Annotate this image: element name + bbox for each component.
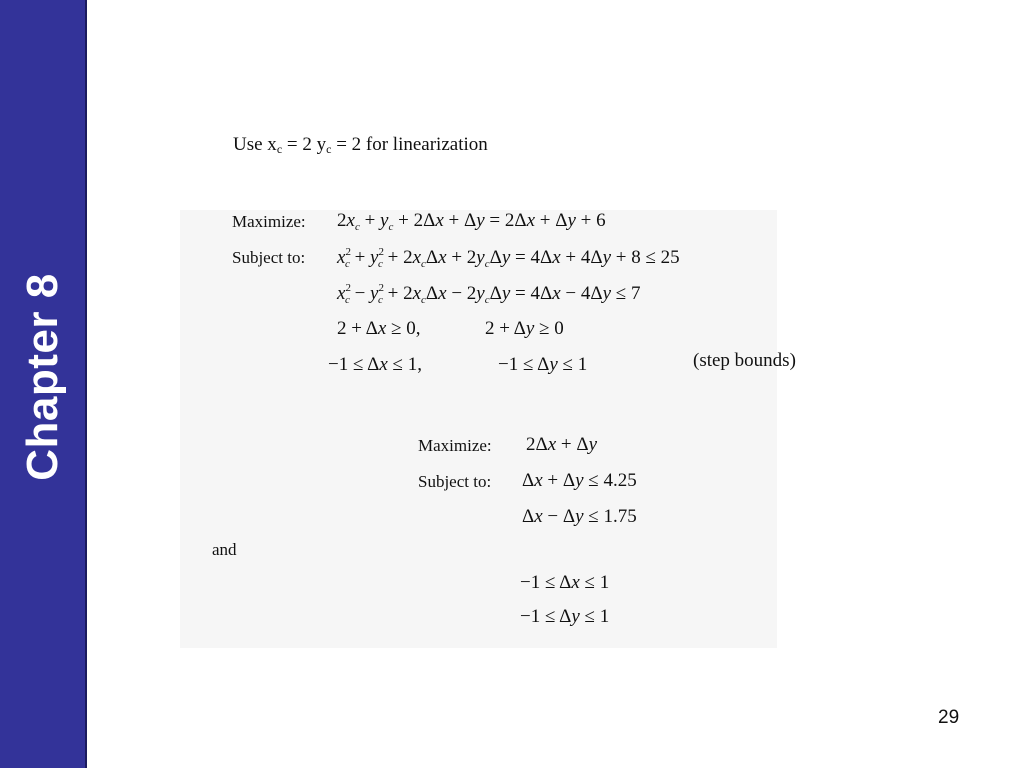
page-number: 29 <box>938 707 960 728</box>
chapter-sidebar <box>0 0 87 768</box>
objective-1: $2x_c + y_c + 2\Delta x + \Delta y = 2\Delta x + \Delta y + 6$ <box>337 210 606 233</box>
constraint-4a: −1 ≤ Δx ≤ 1, <box>328 354 422 375</box>
intro-rest: = 2 for linearization <box>331 134 488 155</box>
constraint-2-4: −1 ≤ Δy ≤ 1 <box>520 606 610 627</box>
intro-xc-subscript: c <box>276 142 283 156</box>
objective-2: 2Δx + Δy <box>526 434 598 455</box>
and-label: and <box>212 540 237 559</box>
intro-use: Use x <box>233 134 277 155</box>
maximize-label-1: Maximize: <box>232 212 306 231</box>
constraint-1: $x^2_c + y^2_c + 2x_c\Delta x + 2y_c\Delta y = 4\Delta x + 4\Delta y + 8 \le 25$ <box>337 246 680 270</box>
intro-mid: = 2 y <box>282 134 327 155</box>
maximize-label-2: Maximize: <box>418 436 492 455</box>
constraint-2-2: Δx − Δy ≤ 1.75 <box>522 506 637 527</box>
chapter-label: Chapter 8 <box>18 273 67 481</box>
subject-to-label-1: Subject to: <box>232 248 306 267</box>
constraint-3a: 2 + Δx ≥ 0, <box>337 318 421 339</box>
constraint-2-3: −1 ≤ Δx ≤ 1 <box>520 572 610 593</box>
subject-to-label-2: Subject to: <box>418 472 492 491</box>
constraint-4b: −1 ≤ Δy ≤ 1 <box>498 354 588 375</box>
constraint-2-1: Δx + Δy ≤ 4.25 <box>522 470 637 491</box>
constraint-2: $x^2_c - y^2_c + 2x_c\Delta x - 2y_c\Delta y = 4\Delta x - 4\Delta y \le 7$ <box>337 282 641 306</box>
intro-yc-subscript: c <box>326 142 332 156</box>
scanned-equations <box>180 210 777 648</box>
step-bounds-note: (step bounds) <box>693 350 796 371</box>
linearization-note <box>233 134 488 157</box>
constraint-3b: 2 + Δy ≥ 0 <box>485 318 564 339</box>
